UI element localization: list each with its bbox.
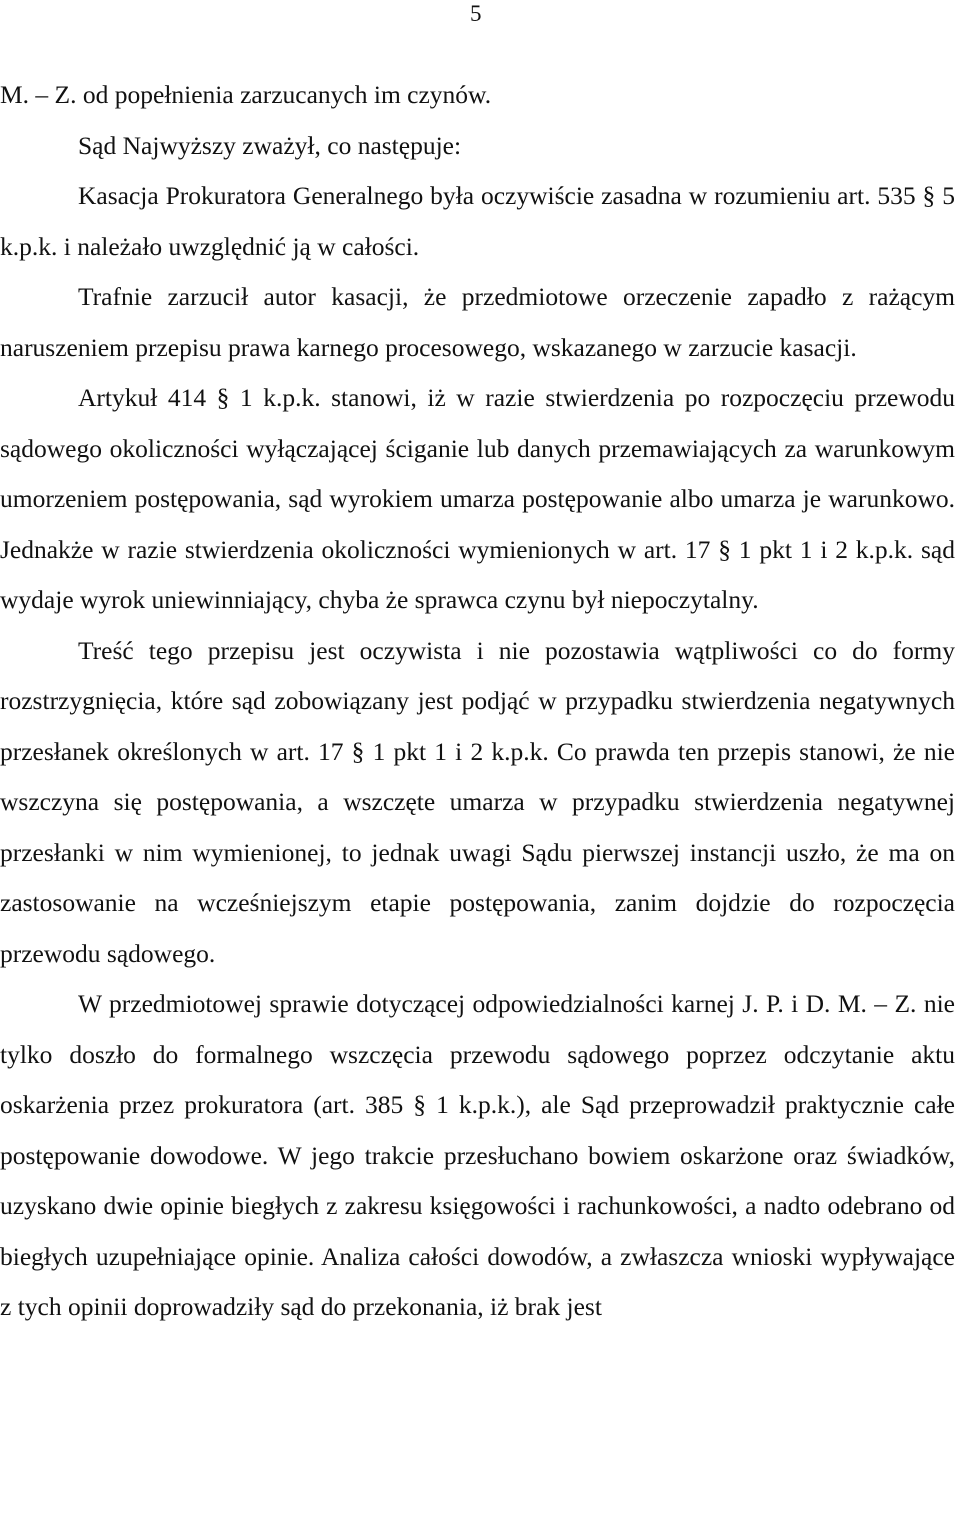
paragraph-continuation: M. – Z. od popełnienia zarzucanych im czynów. [0,80,492,109]
paragraph-charge-accurate: Trafnie zarzucił autor kasacji, że przedmiotowe orzeczenie zapadło z rażącym naruszeniem przepisu prawa karnego procesowego, wskazanego w zarzucie kasacji. [0,282,955,362]
paragraph-court-considered: Sąd Najwyższy zważył, co następuje: [78,130,462,160]
paragraph-provision-content: Treść tego przepisu jest oczywista i nie pozostawia wątpliwości co do formy rozstrzygnięcia, które sąd zobowiązany jest podjąć w przypadku stwierdzenia negatywnych przesłanek określonych w art. 17 § 1 pkt 1 i 2 k.p.k. Co prawda ten przepis stanowi, że nie wszczyna się postępowania, a wszczęte umarza w przypadku stwierdzenia negatywnej przesłanki w nim wymienionej, to jednak uwagi Sądu pierwszej instancji uszło, że ma on zastosowanie na wcześniejszym etapie postępowania, zanim dojdzie do rozpoczęcia przewodu sądowego. [0,635,955,968]
paragraph-cassation-justified: Kasacja Prokuratora Generalnego była oczywiście zasadna w rozumieniu art. 535 § 5 k.p.k. i należało uwzględnić ją w całości. [0,181,955,261]
paragraph-article-414: Artykuł 414 § 1 k.p.k. stanowi, iż w razie stwierdzenia po rozpoczęciu przewodu sądowego okoliczności wyłączającej ściganie lub danych przemawiających za warunkowym umorzeniem postępowania, sąd wyrokiem umarza postępowanie albo umarza je warunkowo. Jednakże w razie stwierdzenia okoliczności wymienionych w art. 17 § 1 pkt 1 i 2 k.p.k. sąd wydaje wyrok uniewinniający, chyba że sprawca czynu był niepoczytalny. [0,383,955,614]
paragraph-present-case: W przedmiotowej sprawie dotyczącej odpowiedzialności karnej J. P. i D. M. – Z. nie tylko doszło do formalnego wszczęcia przewodu sądowego poprzez odczytanie aktu oskarżenia przez prokuratora (art. 385 § 1 k.p.k.), ale Sąd przeprowadził praktycznie całe postępowanie dowodowe. W jego trakcie przesłuchano bowiem oskarżone oraz świadków, uzyskano dwie opinie biegłych z zakresu księgowości i rachunkowości, a nadto odebrano od biegłych uzupełniające opinie. Analiza całości dowodów, a zwłaszcza wnioski wypływające z tych opinii doprowadziły sąd do przekonania, iż brak jest [0,989,955,1321]
page-number: 5 [470,1,482,26]
document-body [0,70,955,1333]
